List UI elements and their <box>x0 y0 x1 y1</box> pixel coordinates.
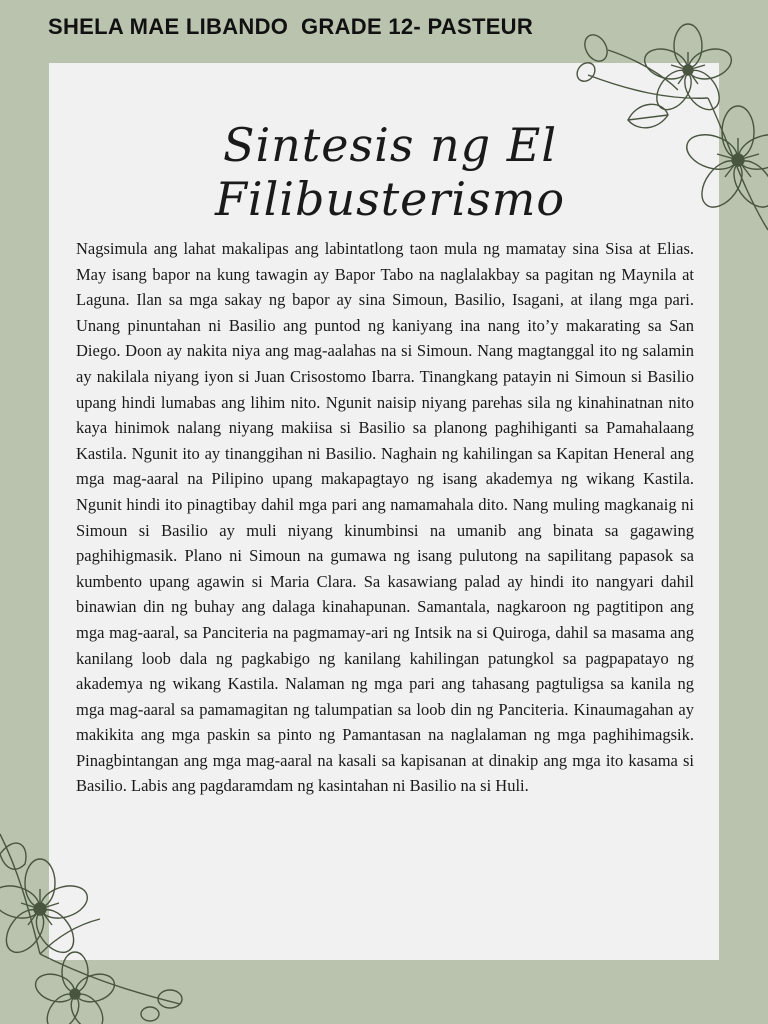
author-header: SHELA MAE LIBANDO GRADE 12- PASTEUR <box>48 14 534 39</box>
floral-bottom-left-icon <box>0 814 200 1024</box>
document-body: Nagsimula ang lahat makalipas ang labintatlong taon mula ng mamatay sina Sisa at Elias. May isang bapor na kung tawagin ay Bapor Tabo na naglalakbay sa pagitan ng Maynila at Laguna. Ilan sa mga sakay ng bapor ay sina Simoun, Basilio, Isagani, at ilang mga pari. Unang pinuntahan ni Basilio ang puntod ng kaniyang ina nang ito’y makarating sa San Diego. Doon ay nakita niya ang mag-aalahas na si Simoun. Nang magtanggal ito ng salamin ay nakilala niyang iyon si Juan Crisostomo Ibarra. Tinangkang patayin ni Simoun si Basilio upang hindi lumabas ang lihim nito. Ngunit naisip niyang parehas sila ng kinahinatnan nito kaya hinimok nalang niyang makiisa si Basilio sa planong paghihiganti sa Pamahalaang Kastila. Ngunit ito ay tinanggihan ni Basilio. Naghain ng kahilingan sa Kapitan Heneral ang mga mag-aaral na Pilipino upang makapagtayo ng isang akademya ng wikang Kastila. Ngunit hindi ito pinagtibay dahil mga pari ang namamahala dito. Nang muling magkanaig ni Simoun si Basilio ay muli niyang kinumbinsi na umanib ang binata sa gagawing paghihigmasik. Plano ni Simoun na gumawa ng isang pulutong na sapilitang papasok sa kumbento upang agawin si Maria Clara. Sa kasawiang palad ay hindi ito nangyari dahil binawian din ng buhay ang dalaga kinahapunan. Samantala, nagkaroon ng pagtitipon ang mga mag-aaral, sa Panciteria na pagmamay-ari ng Intsik na si Quiroga, dahil sa masama ang kanilang loob dala ng pagkabigo ng kanilang kahilingan patungkol sa pagpapatayo ng akademya ng wikang Kastila. Nalaman ng mga pari ang tahasang pagtuligsa sa kanila ng mga mag-aaral sa pamamagitan ng talumpatian sa loob din ng Panciteria. Kinaumagahan ay makikita ang mga paskin sa pinto ng Pamantasan na naglalaman ng mga paghihimagsik. Pinagbintangan ang mga mag-aaral na kasali sa kapisanan at dinakip ang mga ito kasama si Basilio. Labis ang pagdaramdam ng kasintahan ni Basilio na si Huli. <box>76 239 694 796</box>
floral-top-right-icon <box>568 20 768 250</box>
document-title: Sintesis ng El Filibusterismo <box>214 118 566 226</box>
